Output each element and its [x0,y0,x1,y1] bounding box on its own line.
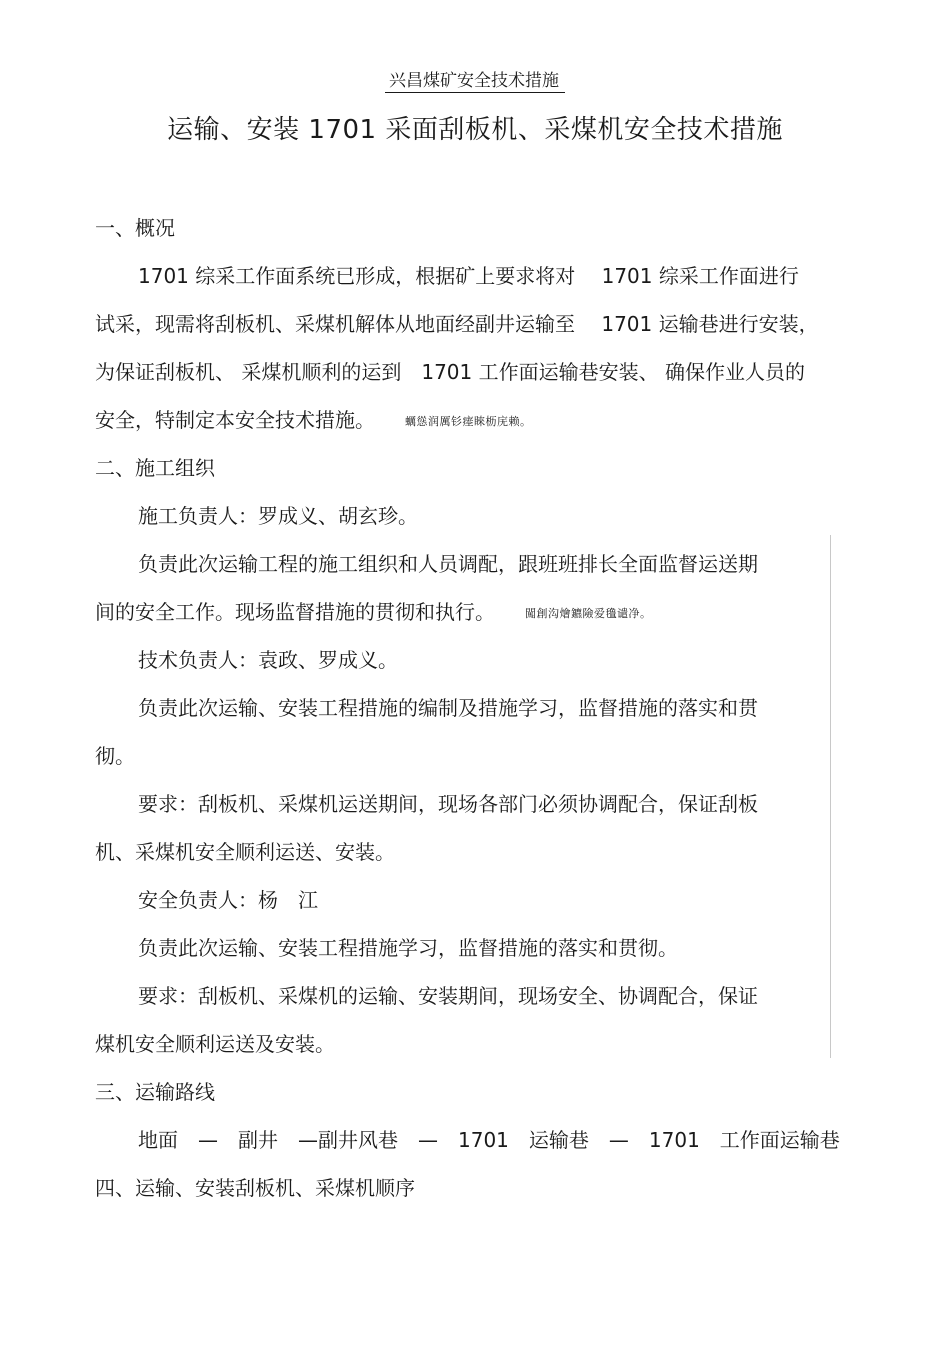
paragraph-line: 机、采煤机安全顺利运送、安装。 [95,840,395,864]
page-header [0,70,950,92]
paragraph-line: 负责此次运输、安装工程措施学习，监督措施的落实和贯彻。 [138,936,678,960]
noise-text: 蠣慫润厲钐瘗睞枥庑赖。 [405,414,532,428]
paragraph-line: 要求：刮板机、采煤机运送期间，现场各部门必须协调配合，保证刮板 [138,792,758,816]
paragraph-line: 施工负责人：罗成义、胡玄珍。 [138,504,418,528]
paragraph-line: 安全负责人：杨 江 [138,888,318,912]
paragraph-line: 为保证刮板机、 采煤机顺利的运到 1701 工作面运输巷安装、 确保作业人员的 [95,360,805,384]
paragraph-line: 要求：刮板机、采煤机的运输、安装期间，现场安全、协调配合，保证 [138,984,758,1008]
paragraph-line: 煤机安全顺利运送及安装。 [95,1032,335,1056]
paragraph-line: 彻。 [95,744,135,768]
paragraph-line: 技术负责人：袁政、罗成义。 [138,648,398,672]
document-title: 运输、安装 1701 采面刮板机、采煤机安全技术措施 [167,115,783,145]
section-heading-overview: 一、概况 [95,216,175,240]
paragraph-line [95,406,532,434]
paragraph-line: 负责此次运输、安装工程措施的编制及措施学习，监督措施的落实和贯 [138,696,758,720]
section-heading-organization: 二、施工组织 [95,456,215,480]
margin-rule [830,535,831,1058]
header-text: 兴昌煤矿安全技术措施 [385,71,565,93]
section-heading-route: 三、运输路线 [95,1080,215,1104]
paragraph-line: 1701 综采工作面系统已形成，根据矿上要求将对 1701 综采工作面进行 [138,264,799,288]
paragraph-line: 地面 — 副井 —副井风巷 — 1701 运输巷 — 1701 工作面运输巷 [138,1128,840,1152]
paragraph-line [95,598,652,626]
section-heading-sequence: 四、运输、安装刮板机、采煤机顺序 [95,1176,415,1200]
paragraph-text: 间的安全工作。现场监督措施的贯彻和执行。 [95,600,495,624]
paragraph-text: 安全，特制定本安全技术措施。 [95,408,375,432]
paragraph-line: 负责此次运输工程的施工组织和人员调配，跟班班排长全面监督运送期 [138,552,758,576]
noise-text: 闖創沟燴鑣險爱氇谴净。 [525,606,652,620]
paragraph-line: 试采，现需将刮板机、采煤机解体从地面经副井运输至 1701 运输巷进行安装， [95,312,819,336]
